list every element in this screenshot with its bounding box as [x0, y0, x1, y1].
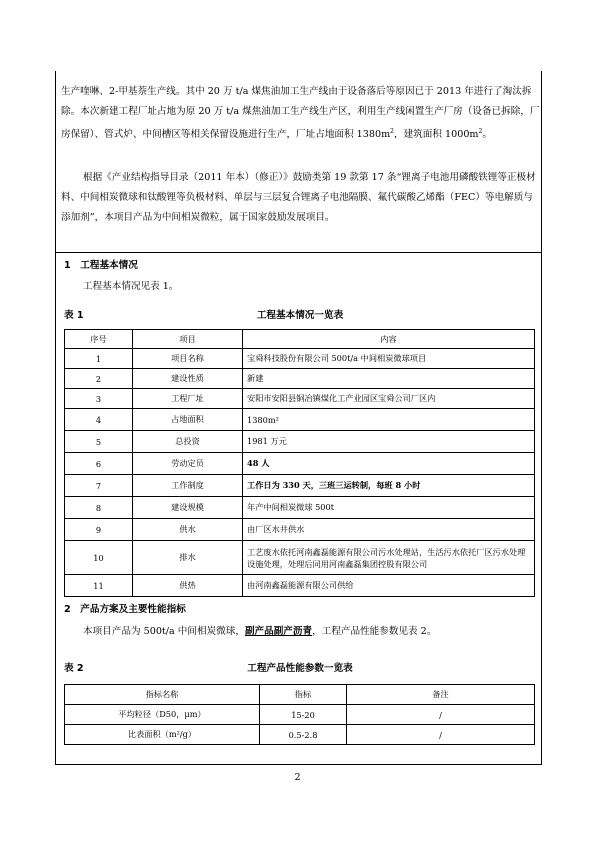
row-content: 48 人 [243, 453, 535, 475]
row-content: 工艺废水依托河南鑫磊能源有限公司污水处理站，生活污水依托厂区污水处理设施处理，处理后同用河南鑫磊集团控股有限公司 [243, 541, 535, 575]
table-row [65, 369, 535, 389]
row-content: 由河南鑫磊能源有限公司供给 [243, 575, 535, 597]
table-row [65, 705, 535, 725]
table-row [65, 409, 535, 431]
metric-value: 0.5-2.8 [260, 725, 347, 745]
row-number: 2 [65, 369, 133, 389]
metric-note: / [347, 705, 535, 725]
table-row [65, 519, 535, 541]
basic-info-table [64, 329, 535, 597]
header-cell: 序号 [65, 330, 133, 349]
row-content: 年产中间相炭微球 500t [243, 497, 535, 519]
row-content: 工作日为 330 天，三班三运转制，每班 8 小时 [243, 475, 535, 497]
intro-paragraph-2: 根据《产业结构指导目录（2011 年本）（修正）》鼓励类第 19 款第 17 条“锂离子电池用磷酸铁锂等正极材料、中间相炭微球和钛酸锂等负极材料、单层与三层复合锂离子电池隔膜、氟代碳酸乙烯酯（FEC）等电解质与添加剂”，本项目产品为中间相炭微粒，属于国家鼓励发展项目。 [61, 172, 536, 223]
header-cell: 项目 [133, 330, 243, 349]
table-1-label: 表 1 [64, 310, 84, 321]
header-cell: 指标名称 [65, 685, 260, 705]
row-number: 9 [65, 519, 133, 541]
header-cell: 内容 [243, 330, 535, 349]
row-number: 8 [65, 497, 133, 519]
section-2-heading: 2 产品方案及主要性能指标 [64, 604, 186, 615]
table-row [65, 389, 535, 409]
row-item: 劳动定员 [133, 453, 243, 475]
metric-note: / [347, 725, 535, 745]
divider [55, 252, 542, 253]
row-item: 占地面积 [133, 409, 243, 431]
table-header-row [65, 685, 535, 705]
row-item: 建设性质 [133, 369, 243, 389]
row-number: 5 [65, 431, 133, 453]
table-2-label: 表 2 [64, 663, 84, 674]
row-number: 3 [65, 389, 133, 409]
table-row [65, 349, 535, 369]
header-cell: 备注 [347, 685, 535, 705]
row-item: 排水 [133, 541, 243, 575]
row-content: 安阳市安阳县铜冶镇煤化工产业园区宝舜公司厂区内 [243, 389, 535, 409]
performance-table [64, 684, 535, 745]
row-number: 4 [65, 409, 133, 431]
table-row [65, 541, 535, 575]
row-item: 项目名称 [133, 349, 243, 369]
row-item: 工程厂址 [133, 389, 243, 409]
row-item: 供热 [133, 575, 243, 597]
row-number: 1 [65, 349, 133, 369]
table-row [65, 431, 535, 453]
row-number: 6 [65, 453, 133, 475]
row-content: 宝舜科技股份有限公司 500t/a 中间相炭微球项目 [243, 349, 535, 369]
table-row [65, 575, 535, 597]
row-content: 1380m² [243, 409, 535, 431]
metric-name: 平均粒径（D50，μm） [65, 705, 260, 725]
table-row [65, 497, 535, 519]
table-1-title: 工程基本情况一览表 [256, 310, 344, 321]
row-number: 7 [65, 475, 133, 497]
table-row [65, 475, 535, 497]
row-number: 11 [65, 575, 133, 597]
row-content: 由厂区水井供水 [243, 519, 535, 541]
page-number: 2 [294, 772, 301, 783]
metric-value: 15-20 [260, 705, 347, 725]
metric-name: 比表面积（m²/g） [65, 725, 260, 745]
table-row [65, 453, 535, 475]
header-cell: 指标 [260, 685, 347, 705]
row-content: 新建 [243, 369, 535, 389]
table-header-row [65, 330, 535, 349]
section-1-text: 工程基本情况见表 1。 [83, 281, 179, 292]
section-1-heading: 1 工程基本情况 [64, 260, 138, 271]
section-2-text: 本项目产品为 500t/a 中间相炭微球，副产品副产沥青，工程产品性能参数见表 2。 [83, 626, 437, 637]
row-item: 工作制度 [133, 475, 243, 497]
row-content: 1981 万元 [243, 431, 535, 453]
row-item: 总投资 [133, 431, 243, 453]
row-item: 供水 [133, 519, 243, 541]
intro-paragraph-1: 生产喹啉、2-甲基萘生产线。其中 20 万 t/a 煤焦油加工生产线由于设备落后等原因已于 2013 年进行了淘汰拆除。本次新建工程厂址占地为原 20 万 t/a 煤焦油加工生产线生产区，利用生产线闲置生产厂房（设备已拆除，厂房保留）、管式炉、中间槽区等相关保留设施进行生产，厂址占地面积 $1380m^2$，建筑面积 $1000m^2$。 [61, 86, 540, 141]
table-row [65, 725, 535, 745]
table-2-title: 工程产品性能参数一览表 [247, 663, 353, 674]
row-item: 建设规模 [133, 497, 243, 519]
row-number: 10 [65, 541, 133, 575]
byproduct-text: 副产品副产沥青 [244, 626, 313, 637]
